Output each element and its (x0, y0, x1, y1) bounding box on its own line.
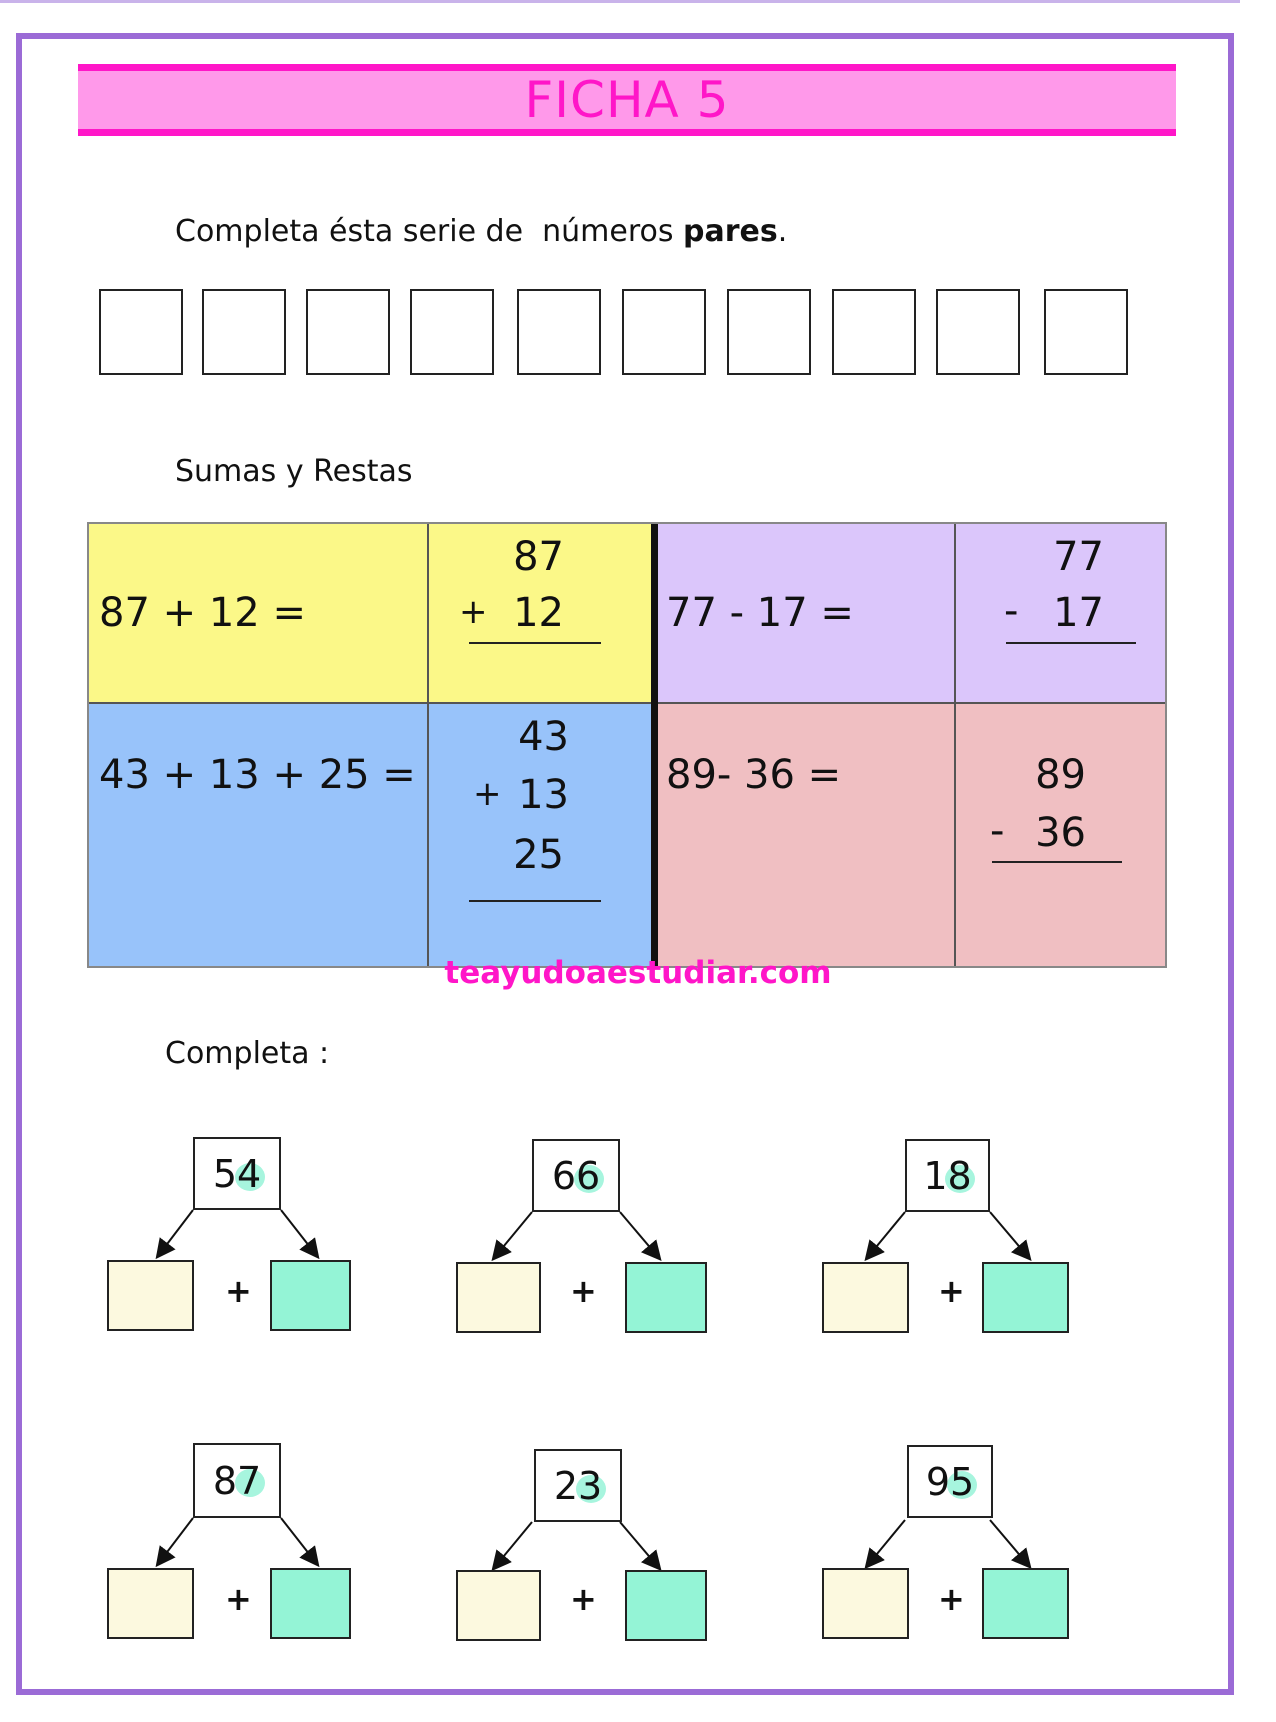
arrow-left (158, 1518, 193, 1564)
cell-sub-2-equation (658, 704, 956, 966)
cell-sub-2-vertical (956, 704, 1165, 966)
arrow-left (494, 1522, 532, 1568)
arrow-right (990, 1520, 1029, 1566)
arrow-right (620, 1522, 659, 1568)
title-banner (78, 64, 1176, 136)
sum-line (469, 642, 601, 644)
operand: 77 (1053, 534, 1104, 580)
operand: 17 (1053, 590, 1104, 636)
addend-box-left[interactable] (456, 1262, 541, 1333)
arrow-right (281, 1210, 317, 1256)
answer-box-6[interactable] (622, 289, 706, 375)
grid-divider (651, 524, 658, 966)
tree-top-number (532, 1139, 620, 1212)
operand: 43 (518, 714, 569, 760)
operator: + (459, 592, 488, 632)
answer-box-4[interactable] (410, 289, 494, 375)
page-title: FICHA 5 (524, 71, 730, 129)
addend-box-left[interactable] (822, 1568, 909, 1639)
arrow-left (494, 1212, 532, 1258)
website-watermark: teayudoaestudiar.com (444, 955, 832, 991)
sum-line (469, 900, 601, 902)
arrow-right (620, 1212, 659, 1258)
tree-top-number (193, 1443, 281, 1518)
operations-grid (87, 522, 1167, 968)
sums-heading: Sumas y Restas (175, 454, 413, 489)
answer-box-1[interactable] (99, 289, 183, 375)
plus-sign: + (570, 1580, 597, 1618)
operator: - (990, 808, 1005, 854)
plus-sign: + (225, 1580, 252, 1618)
addend-box-left[interactable] (107, 1260, 194, 1331)
equation-text: 89- 36 = (666, 752, 842, 798)
number-text: 54 (212, 1151, 262, 1196)
addend-box-left[interactable] (456, 1570, 541, 1641)
addend-box-right[interactable] (270, 1568, 351, 1639)
addend-box-left[interactable] (107, 1568, 194, 1639)
instruction-bold-word: pares (683, 214, 778, 249)
instruction-text: Completa ésta serie de números (175, 214, 684, 249)
operator: + (473, 774, 502, 814)
cell-sum-1-equation (89, 524, 429, 704)
arrow-left (867, 1520, 905, 1566)
operand: 12 (513, 590, 564, 636)
arrow-right (281, 1518, 317, 1564)
operand: 13 (518, 772, 569, 818)
operand: 36 (1035, 810, 1086, 856)
addend-box-right[interactable] (625, 1570, 707, 1641)
complete-heading: Completa : (165, 1036, 330, 1071)
addend-box-right[interactable] (982, 1262, 1069, 1333)
operator: - (1004, 588, 1019, 634)
addend-box-right[interactable] (625, 1262, 707, 1333)
plus-sign: + (570, 1272, 597, 1310)
equation-text: 43 + 13 + 25 = (99, 752, 416, 798)
cell-sum-1-vertical (429, 524, 651, 704)
instruction-even-numbers (175, 214, 787, 249)
number-text: 23 (553, 1463, 603, 1508)
answer-box-2[interactable] (202, 289, 286, 375)
addend-box-left[interactable] (822, 1262, 909, 1333)
answer-box-9[interactable] (936, 289, 1020, 375)
arrow-right (990, 1212, 1029, 1258)
cell-sum-2-equation (89, 704, 429, 966)
answer-box-5[interactable] (517, 289, 601, 375)
operand: 89 (1035, 752, 1086, 798)
sub-line (1006, 642, 1136, 644)
answer-box-3[interactable] (306, 289, 390, 375)
number-text: 95 (925, 1459, 975, 1504)
cell-sum-2-vertical (429, 704, 651, 966)
addend-box-right[interactable] (982, 1568, 1069, 1639)
plus-sign: + (938, 1580, 965, 1618)
answer-box-10[interactable] (1044, 289, 1128, 375)
answer-box-7[interactable] (727, 289, 811, 375)
instruction-period: . (777, 214, 788, 249)
addend-box-right[interactable] (270, 1260, 351, 1331)
number-text: 18 (923, 1153, 972, 1198)
number-text: 87 (212, 1458, 262, 1503)
plus-sign: + (938, 1272, 965, 1310)
top-rule (0, 0, 1240, 3)
operand: 87 (513, 534, 564, 580)
operand: 25 (513, 832, 564, 878)
plus-sign: + (225, 1272, 252, 1310)
equation-text: 77 - 17 = (666, 590, 854, 636)
equation-text: 87 + 12 = (99, 590, 306, 636)
arrow-left (158, 1210, 193, 1256)
tree-top-number (534, 1449, 622, 1522)
number-text: 66 (551, 1153, 601, 1198)
arrow-left (867, 1212, 905, 1258)
sub-line (992, 861, 1122, 863)
cell-sub-1-vertical (956, 524, 1165, 704)
tree-top-number (905, 1139, 990, 1212)
tree-top-number (907, 1445, 993, 1518)
answer-box-8[interactable] (832, 289, 916, 375)
tree-top-number (193, 1137, 281, 1210)
cell-sub-1-equation (658, 524, 956, 704)
